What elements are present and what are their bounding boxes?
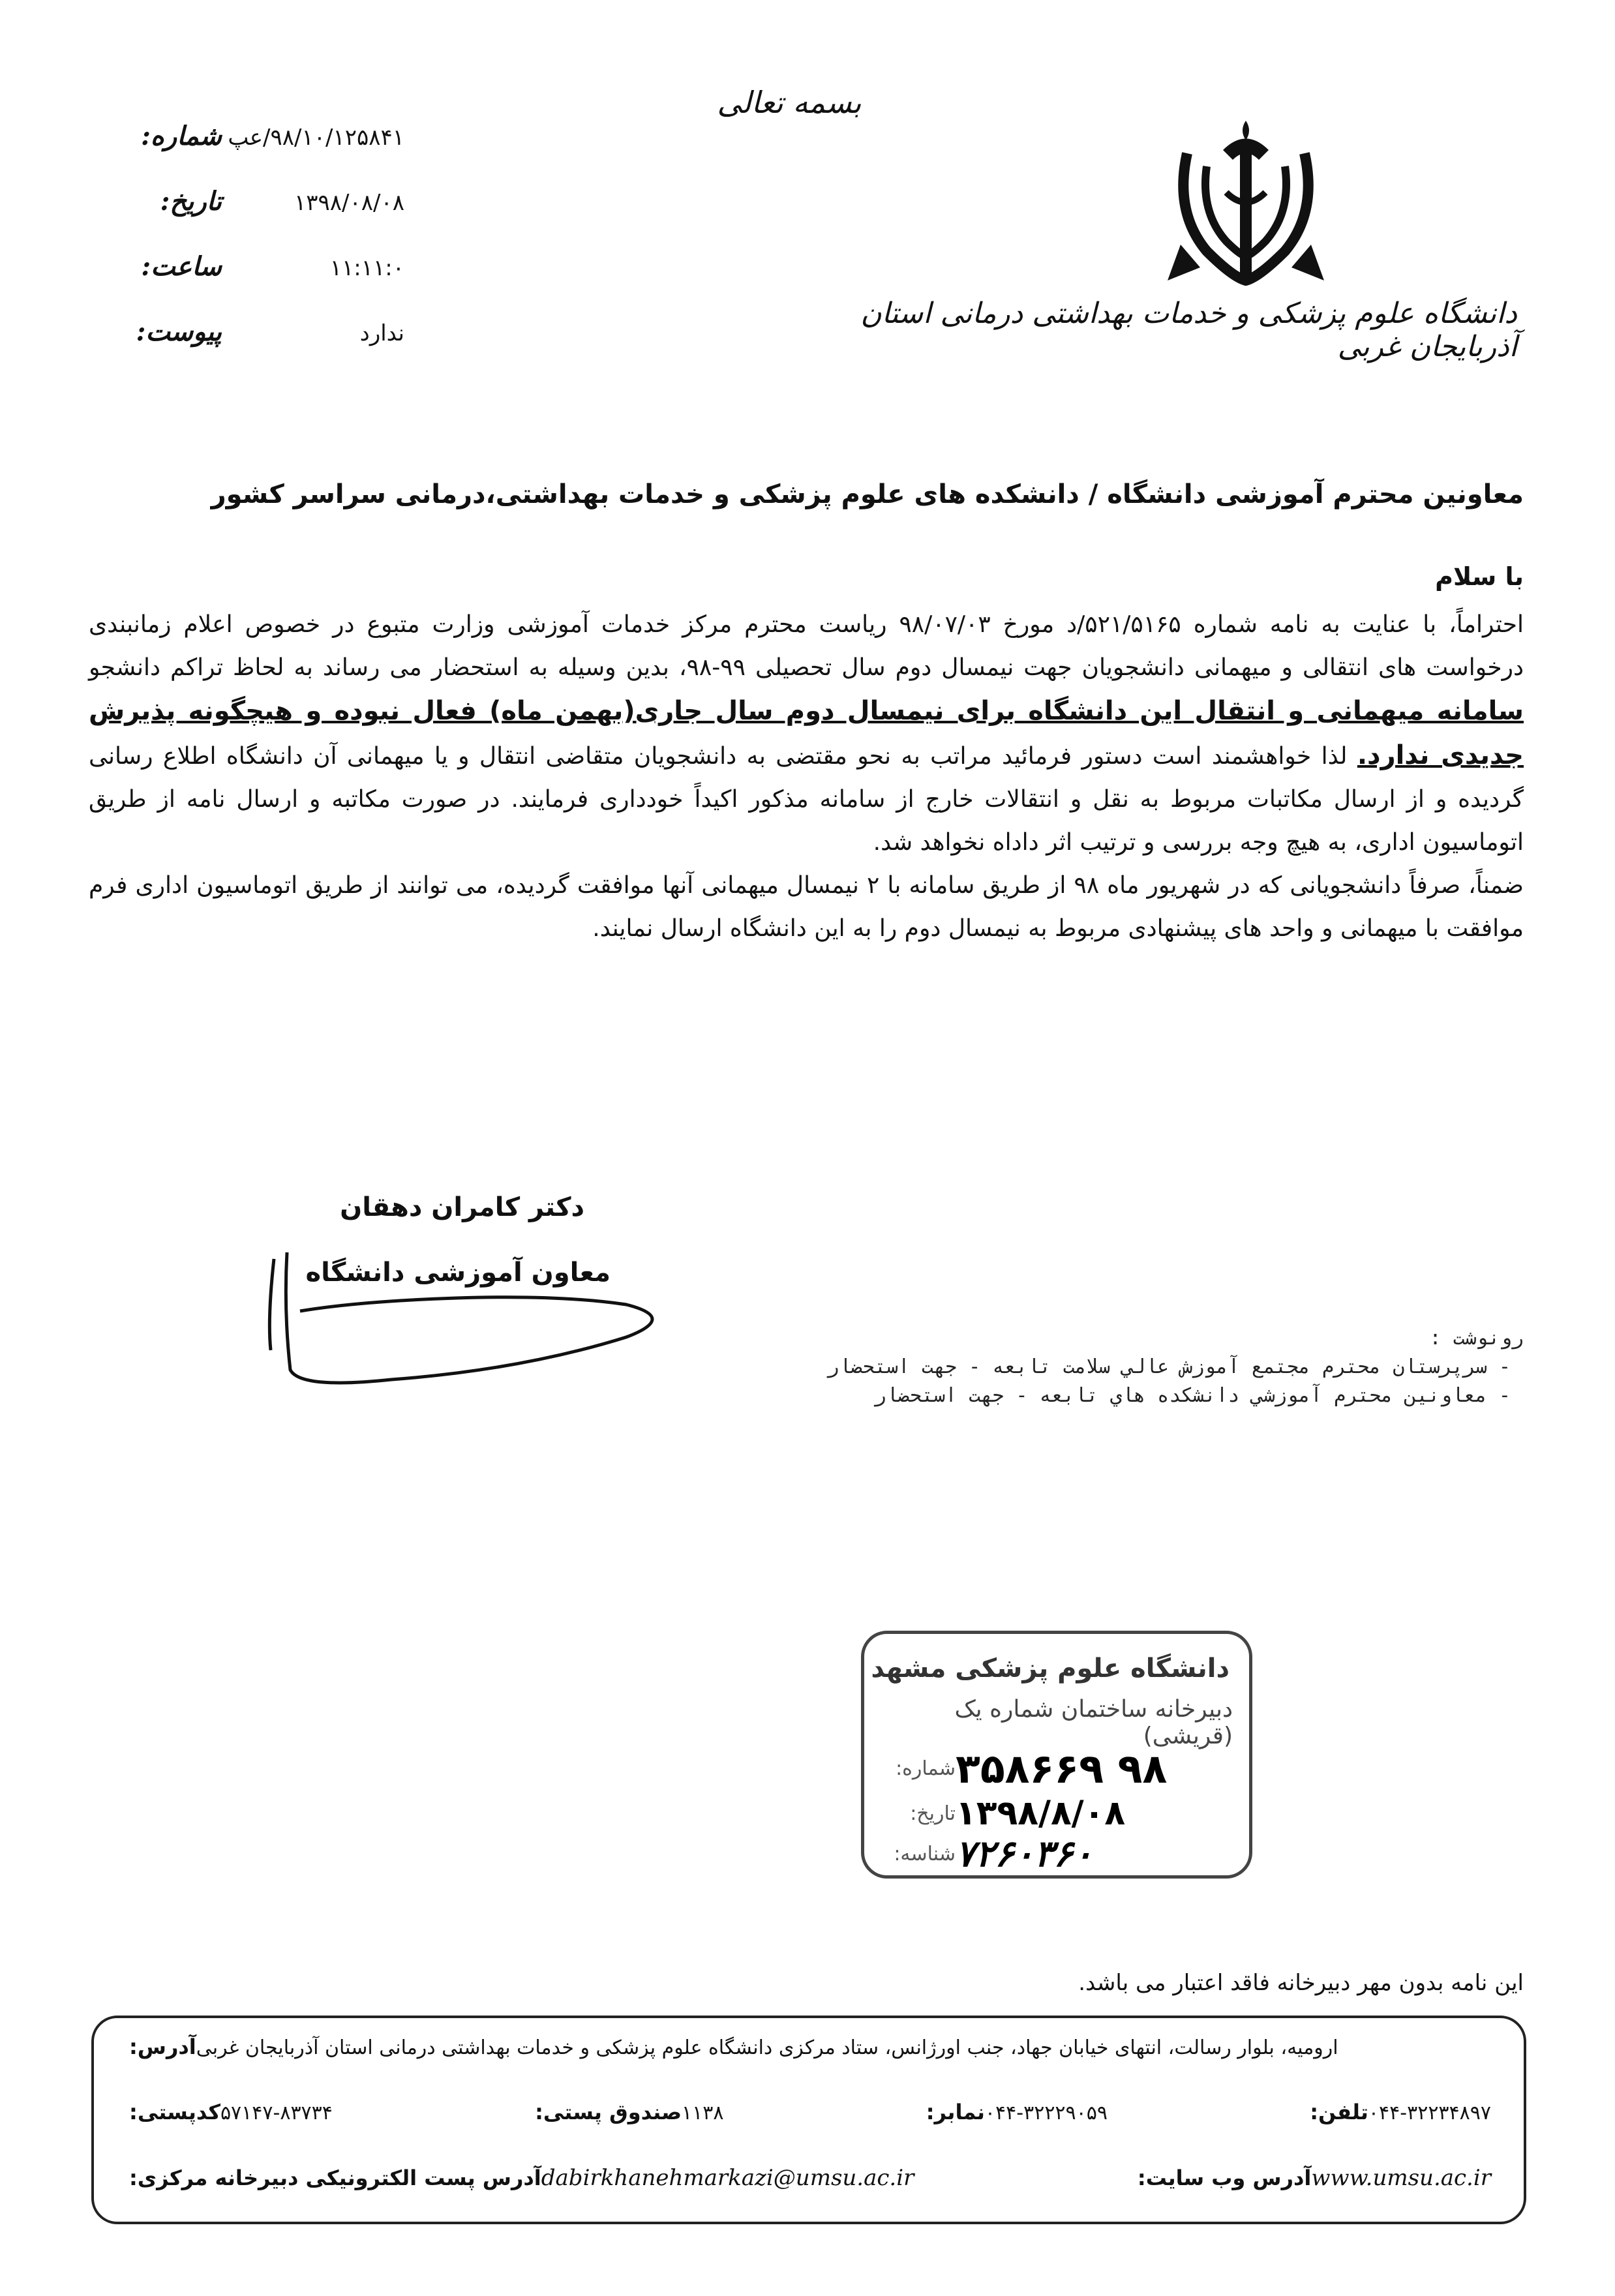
meta-date-row [130, 186, 424, 251]
email-link[interactable]: dabirkhanehmarkazi@umsu.ac.ir [541, 2165, 914, 2191]
postal-code-item [121, 2100, 333, 2124]
stamp-university: دانشگاه علوم پزشکی مشهد [871, 1654, 1230, 1684]
footer-online-line [121, 2165, 1491, 2191]
fax-value: ۰۴۴-۳۲۲۲۹۰۵۹ [984, 2102, 1108, 2124]
recipient-line: معاونین محترم آموزشی دانشگاه / دانشکده های علوم پزشکی و خدمات بهداشتی،درمانی سراسر کشور [211, 479, 1524, 509]
letter-meta [130, 121, 424, 382]
stamp-date-value: ۱۳۹۸/۸/۰۸ [956, 1794, 1126, 1833]
email-label: آدرس پست الکترونیکی دبیرخانه مرکزی: [129, 2166, 541, 2190]
stamp-id-value: ۷۲۶۰۳۶۰ [956, 1833, 1093, 1875]
secretariat-stamp [861, 1631, 1252, 1879]
website-item [1130, 2165, 1491, 2191]
stamp-number-label: شماره: [896, 1757, 956, 1780]
stamp-id-label: شناسه: [894, 1843, 956, 1865]
footer-numbers-line [121, 2100, 1491, 2124]
meta-attachment-row [130, 316, 424, 382]
salutation: با سلام [1435, 562, 1524, 591]
validity-note: این نامه بدون مهر دبیرخانه فاقد اعتبار می باشد. [1078, 1970, 1524, 1996]
stamp-date-row [871, 1794, 1236, 1833]
paragraph-1-text-a: احتراماً، با عنایت به نامه شماره ۵۲۱/۵۱۶۵/د مورخ ۹۸/۰۷/۰۳ ریاست محترم مرکز خدمات آموزشی وزارت متبوع در خصوص اعلام زمانبندی درخواست های انتقالی و میهمانی دانشجویان جهت نیمسال دوم سال تحصیلی ۹۹-۹۸، بدین وسیله به استحضار می رساند به لحاظ تراکم دانشجو [89, 611, 1524, 681]
meta-number-row [130, 121, 424, 186]
address-text: ارومیه، بلوار رسالت، انتهای خیابان جهاد، جنب اورژانس، ستاد مرکزی دانشگاه علوم پزشکی و خدمات بهداشتی درمانی استان آذربایجان غربی [196, 2036, 1338, 2059]
phone-item [1302, 2100, 1491, 2124]
number-label: شماره: [141, 121, 222, 151]
cc-list [350, 1324, 1524, 1410]
attachment-value: ندارد [359, 320, 404, 346]
phone-label: تلفن: [1310, 2100, 1368, 2124]
postal-label: کدپستی: [129, 2100, 220, 2124]
signatory-title: معاون آموزشی دانشگاه [305, 1258, 611, 1288]
time-value: ۱۱:۱۱:۰ [329, 255, 404, 281]
university-name: دانشگاه علوم پزشکی و خدمات بهداشتی درمانی استان آذربایجان غربی [860, 297, 1517, 363]
highlighted-notice: سامانه میهمانی و انتقال این دانشگاه برای نیمسال دوم سال جاری(بهمن ماه) فعال نبوده و هیچگونه پذیرش جدیدی ندارد. [89, 696, 1524, 770]
email-item [121, 2165, 914, 2191]
signatory-name: دکتر کامران دهقان [340, 1192, 584, 1222]
time-label: ساعت: [141, 251, 222, 282]
meta-time-row [130, 251, 424, 316]
number-value: ۹۸/۱۰/۱۲۵۸۴۱/عپ [228, 125, 404, 151]
stamp-number-row [871, 1745, 1236, 1792]
pobox-value: ۱۱۳۸ [682, 2102, 724, 2124]
footer-contact-box [91, 2016, 1526, 2224]
address-label: آدرس: [129, 2034, 196, 2059]
letter-body [89, 603, 1524, 950]
stamp-date-label: تاریخ: [910, 1802, 956, 1825]
po-box-item [527, 2100, 723, 2124]
cc-item: - سرپرستان محترم مجتمع آموزش عالي سلامت تابعه - جهت استحضار [827, 1355, 1511, 1378]
phone-value: ۰۴۴-۳۲۲۳۴۸۹۷ [1368, 2102, 1491, 2124]
university-emblem-logo [1161, 114, 1331, 290]
fax-item [918, 2100, 1108, 2124]
stamp-id-row [871, 1833, 1236, 1875]
attachment-label: پیوست: [136, 316, 222, 347]
pobox-label: صندوق پستی: [535, 2100, 682, 2124]
website-link[interactable]: www.umsu.ac.ir [1311, 2165, 1491, 2191]
stamp-office: دبیرخانه ساختمان شماره یک (قریشی) [954, 1696, 1233, 1749]
cc-item: - معاونين محترم آموزشي دانشكده هاي تابعه - جهت استحضار [874, 1384, 1511, 1407]
fax-label: نمابر: [926, 2100, 985, 2124]
body-paragraph-1 [89, 603, 1524, 864]
date-value: ۱۳۹۸/۰۸/۰۸ [294, 190, 404, 216]
body-paragraph-2: ضمناً، صرفاً دانشجویانی که در شهریور ماه ۹۸ از طریق سامانه با ۲ نیمسال میهمانی آنها موافقت گردیده، می توانند از طریق اتوماسیون اداری فرم موافقت با میهمانی و واحد های پیشنهادی مربوط به نیمسال دوم را به این دانشگاه ارسال نمایند. [89, 872, 1524, 942]
paragraph-1-text-b: لذا خواهشمند است دستور فرمائید مراتب به نحو مقتضی به دانشجویان متقاضی انتقال و یا میهمانی آن دانشگاه اطلاع رسانی گردیده و از ارسال مکاتبات مربوط به نقل و انتقالات خارج از سامانه مذکور اکیداً خودداری فرمایند. در صورت مکاتبه و ارسال نامه از طریق اتوماسیون اداری، به هیچ وجه بررسی و ترتیب اثر داداه نخواهد شد. [89, 743, 1524, 856]
cc-label: رونوشت : [1429, 1327, 1524, 1350]
postal-value: ۵۷۱۴۷-۸۳۷۳۴ [220, 2102, 333, 2124]
stamp-number-value: ۹۸ ۳۵۸۶۶۹ [956, 1745, 1168, 1792]
footer-address-line [121, 2034, 1491, 2059]
bismillah: بسمه تعالی [717, 85, 862, 120]
website-label: آدرس وب سایت: [1137, 2166, 1312, 2190]
date-label: تاریخ: [160, 186, 222, 217]
